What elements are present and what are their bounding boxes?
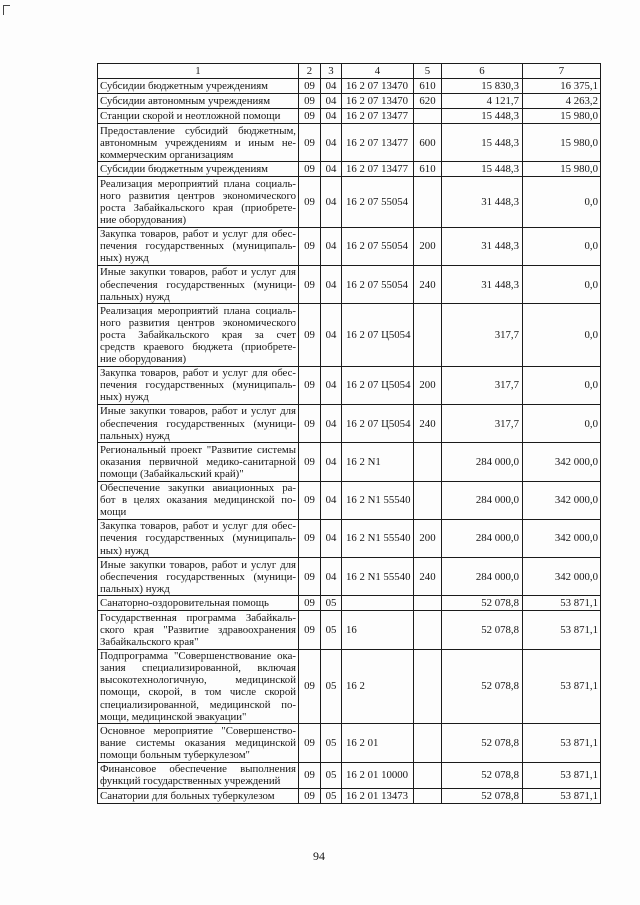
row-name-line: Субсидии автономным учреждениям	[100, 94, 271, 107]
target-article-code-cell: 16 2	[342, 649, 414, 724]
section-code-cell: 09	[299, 79, 321, 94]
row-name-line: печения государственных (муниципаль-	[100, 240, 296, 253]
expense-type-code-cell	[414, 304, 442, 366]
subsection-code-cell: 04	[321, 94, 342, 109]
row-name-line: пальных) нужд	[100, 290, 170, 303]
row-name-cell	[98, 227, 299, 265]
subsection-code-cell: 04	[321, 404, 342, 442]
row-name-line: ного развития центров экономического	[100, 189, 296, 202]
table-row	[98, 724, 601, 762]
table-row	[98, 481, 601, 519]
section-code-cell: 09	[299, 124, 321, 162]
amount-col6-cell: 284 000,0	[442, 443, 523, 481]
amount-col7-cell: 53 871,1	[523, 611, 601, 649]
header-col-4: 4	[342, 64, 414, 79]
row-name-cell	[98, 366, 299, 404]
page-number: 94	[313, 849, 325, 863]
target-article-code-cell: 16 2 07 55054	[342, 265, 414, 303]
amount-col6-cell: 52 078,8	[442, 649, 523, 724]
amount-col7-cell: 0,0	[523, 404, 601, 442]
row-name-line: специализированной, медицинской по-	[100, 698, 296, 711]
table-row	[98, 124, 601, 162]
row-name-cell	[98, 724, 299, 762]
row-name-line: вание системы оказания медицинской	[100, 736, 296, 749]
subsection-code-cell: 05	[321, 596, 342, 611]
table-row	[98, 519, 601, 557]
table-row	[98, 558, 601, 596]
amount-col7-cell: 342 000,0	[523, 519, 601, 557]
row-name-line: Субсидии бюджетным учреждениям	[100, 79, 269, 92]
header-col-1: 1	[98, 64, 299, 79]
subsection-code-cell: 04	[321, 481, 342, 519]
subsection-code-cell: 04	[321, 558, 342, 596]
table-row	[98, 79, 601, 94]
target-article-code-cell: 16 2 07 55054	[342, 227, 414, 265]
row-name-line: Закупка товаров, работ и услуг для обес-	[100, 228, 296, 241]
row-name-line: автономным учреждениям и иным не-	[100, 136, 296, 149]
table-row	[98, 443, 601, 481]
table-row	[98, 304, 601, 366]
row-name-line: роста Забайкальского края (приобрете-	[100, 201, 296, 214]
section-code-cell: 09	[299, 404, 321, 442]
table-row	[98, 788, 601, 803]
scan-corner-mark	[3, 5, 10, 15]
section-code-cell: 09	[299, 762, 321, 788]
row-name-line: Субсидии бюджетным учреждениям	[100, 163, 269, 176]
row-name-line: роста Забайкальского края за счет	[100, 328, 296, 341]
target-article-code-cell: 16 2 N1	[342, 443, 414, 481]
subsection-code-cell: 05	[321, 762, 342, 788]
amount-col7-cell: 0,0	[523, 177, 601, 227]
row-name-line: обеспечения государственных (муници-	[100, 570, 296, 583]
amount-col6-cell: 52 078,8	[442, 596, 523, 611]
row-name-line: ных) нужд	[100, 391, 149, 404]
row-name-line: Санаторно-оздоровительная помощь	[100, 597, 269, 610]
row-name-line: Иные закупки товаров, работ и услуг для	[100, 405, 296, 418]
row-name-line: Забайкальского края"	[100, 636, 199, 649]
expense-type-code-cell	[414, 649, 442, 724]
table-row	[98, 109, 601, 124]
amount-col6-cell: 284 000,0	[442, 481, 523, 519]
amount-col7-cell: 53 871,1	[523, 724, 601, 762]
row-name-line: Обеспечение закупки авиационных ра-	[100, 482, 296, 495]
section-code-cell: 09	[299, 596, 321, 611]
row-name-cell	[98, 788, 299, 803]
row-name-line: Санатории для больных туберкулезом	[100, 789, 275, 802]
target-article-code-cell	[342, 596, 414, 611]
expense-type-code-cell: 610	[414, 79, 442, 94]
subsection-code-cell: 04	[321, 79, 342, 94]
target-article-code-cell: 16 2 01	[342, 724, 414, 762]
subsection-code-cell: 04	[321, 109, 342, 124]
expense-type-code-cell: 200	[414, 519, 442, 557]
row-name-line: Станции скорой и неотложной помощи	[100, 109, 281, 122]
budget-table-body	[98, 79, 601, 804]
target-article-code-cell: 16 2 07 55054	[342, 177, 414, 227]
row-name-line: пальных) нужд	[100, 582, 170, 595]
row-name-line: Подпрограмма "Совершенствование ока-	[100, 650, 296, 663]
row-name-line: помощи больным туберкулезом"	[100, 748, 250, 761]
amount-col7-cell: 15 980,0	[523, 162, 601, 177]
amount-col6-cell: 31 448,3	[442, 177, 523, 227]
amount-col7-cell: 53 871,1	[523, 762, 601, 788]
amount-col6-cell: 317,7	[442, 304, 523, 366]
table-row	[98, 227, 601, 265]
row-name-line: оказания первичной медико-санитарной	[100, 455, 296, 468]
header-col-2: 2	[299, 64, 321, 79]
table-row	[98, 177, 601, 227]
row-name-line: Закупка товаров, работ и услуг для обес-	[100, 367, 296, 380]
amount-col6-cell: 52 078,8	[442, 611, 523, 649]
section-code-cell: 09	[299, 304, 321, 366]
row-name-line: бот в целях оказания медицинской по-	[100, 494, 296, 507]
subsection-code-cell: 05	[321, 649, 342, 724]
target-article-code-cell: 16	[342, 611, 414, 649]
row-name-line: Реализация мероприятий плана социаль-	[100, 304, 296, 317]
section-code-cell: 09	[299, 366, 321, 404]
section-code-cell: 09	[299, 724, 321, 762]
row-name-line: высокотехнологичную, медицинской	[100, 674, 296, 687]
amount-col7-cell: 0,0	[523, 366, 601, 404]
amount-col7-cell: 53 871,1	[523, 649, 601, 724]
row-name-cell	[98, 265, 299, 303]
target-article-code-cell: 16 2 07 13477	[342, 109, 414, 124]
subsection-code-cell: 05	[321, 724, 342, 762]
table-row	[98, 162, 601, 177]
amount-col6-cell: 4 121,7	[442, 94, 523, 109]
amount-col6-cell: 31 448,3	[442, 227, 523, 265]
expense-type-code-cell	[414, 443, 442, 481]
table-row	[98, 649, 601, 724]
header-col-6: 6	[442, 64, 523, 79]
amount-col7-cell: 0,0	[523, 265, 601, 303]
expense-type-code-cell: 600	[414, 124, 442, 162]
row-name-line: Основное мероприятие "Совершенство-	[100, 724, 296, 737]
amount-col7-cell: 53 871,1	[523, 788, 601, 803]
target-article-code-cell: 16 2 N1 55540	[342, 481, 414, 519]
target-article-code-cell: 16 2 N1 55540	[342, 558, 414, 596]
row-name-line: обеспечения государственных (муници-	[100, 278, 296, 291]
row-name-line: Государственная программа Забайкаль-	[100, 611, 296, 624]
expense-type-code-cell	[414, 596, 442, 611]
subsection-code-cell: 04	[321, 265, 342, 303]
row-name-cell	[98, 109, 299, 124]
amount-col6-cell: 284 000,0	[442, 558, 523, 596]
section-code-cell: 09	[299, 611, 321, 649]
row-name-line: Предоставление субсидий бюджетным,	[100, 124, 296, 137]
row-name-line: печения государственных (муниципаль-	[100, 379, 296, 392]
row-name-line: ние оборудования)	[100, 353, 187, 366]
expense-type-code-cell	[414, 177, 442, 227]
section-code-cell: 09	[299, 265, 321, 303]
row-name-cell	[98, 519, 299, 557]
header-col-7: 7	[523, 64, 601, 79]
subsection-code-cell: 04	[321, 304, 342, 366]
amount-col6-cell: 15 448,3	[442, 162, 523, 177]
target-article-code-cell: 16 2 07 Ц5054	[342, 404, 414, 442]
subsection-code-cell: 05	[321, 611, 342, 649]
section-code-cell: 09	[299, 162, 321, 177]
expense-type-code-cell: 240	[414, 404, 442, 442]
amount-col6-cell: 52 078,8	[442, 788, 523, 803]
expense-type-code-cell: 620	[414, 94, 442, 109]
row-name-cell	[98, 177, 299, 227]
amount-col7-cell: 4 263,2	[523, 94, 601, 109]
expense-type-code-cell	[414, 481, 442, 519]
row-name-line: ного развития центров экономического	[100, 316, 296, 329]
subsection-code-cell: 04	[321, 443, 342, 481]
amount-col7-cell: 53 871,1	[523, 596, 601, 611]
amount-col6-cell: 317,7	[442, 366, 523, 404]
subsection-code-cell: 04	[321, 177, 342, 227]
amount-col6-cell: 52 078,8	[442, 762, 523, 788]
section-code-cell: 09	[299, 558, 321, 596]
target-article-code-cell: 16 2 01 10000	[342, 762, 414, 788]
row-name-cell	[98, 124, 299, 162]
table-row	[98, 404, 601, 442]
expense-type-code-cell	[414, 762, 442, 788]
section-code-cell: 09	[299, 94, 321, 109]
row-name-cell	[98, 404, 299, 442]
header-col-5: 5	[414, 64, 442, 79]
expense-type-code-cell	[414, 724, 442, 762]
row-name-line: зания специализированной, включая	[100, 662, 296, 675]
row-name-cell	[98, 649, 299, 724]
table-row	[98, 596, 601, 611]
row-name-cell	[98, 611, 299, 649]
row-name-cell	[98, 304, 299, 366]
subsection-code-cell: 04	[321, 124, 342, 162]
target-article-code-cell: 16 2 07 Ц5054	[342, 304, 414, 366]
row-name-line: ных) нужд	[100, 544, 149, 557]
target-article-code-cell: 16 2 07 Ц5054	[342, 366, 414, 404]
amount-col6-cell: 15 448,3	[442, 109, 523, 124]
table-row	[98, 94, 601, 109]
amount-col6-cell: 284 000,0	[442, 519, 523, 557]
subsection-code-cell: 04	[321, 162, 342, 177]
row-name-cell	[98, 558, 299, 596]
row-name-line: помощи (Забайкальский край)"	[100, 467, 244, 480]
budget-table	[97, 63, 601, 804]
expense-type-code-cell	[414, 109, 442, 124]
subsection-code-cell: 05	[321, 788, 342, 803]
header-row	[98, 64, 601, 79]
amount-col7-cell: 342 000,0	[523, 558, 601, 596]
expense-type-code-cell: 240	[414, 558, 442, 596]
row-name-line: Реализация мероприятий плана социаль-	[100, 177, 296, 190]
row-name-line: обеспечения государственных (муници-	[100, 417, 296, 430]
target-article-code-cell: 16 2 07 13470	[342, 94, 414, 109]
subsection-code-cell: 04	[321, 519, 342, 557]
header-col-3: 3	[321, 64, 342, 79]
target-article-code-cell: 16 2 07 13477	[342, 124, 414, 162]
table-row	[98, 611, 601, 649]
row-name-line: функций государственных учреждений	[100, 775, 281, 788]
row-name-line: Закупка товаров, работ и услуг для обес-	[100, 520, 296, 533]
row-name-cell	[98, 94, 299, 109]
row-name-line: Иные закупки товаров, работ и услуг для	[100, 266, 296, 279]
table-row	[98, 366, 601, 404]
row-name-line: мощи, медицинской эвакуации"	[100, 710, 247, 723]
section-code-cell: 09	[299, 788, 321, 803]
section-code-cell: 09	[299, 109, 321, 124]
row-name-line: средств краевого бюджета (приобрете-	[100, 341, 296, 353]
section-code-cell: 09	[299, 177, 321, 227]
expense-type-code-cell: 610	[414, 162, 442, 177]
amount-col7-cell: 342 000,0	[523, 443, 601, 481]
amount-col6-cell: 52 078,8	[442, 724, 523, 762]
row-name-line: помощи, скорой, в том числе скорой	[100, 686, 296, 699]
target-article-code-cell: 16 2 01 13473	[342, 788, 414, 803]
expense-type-code-cell: 200	[414, 366, 442, 404]
amount-col6-cell: 15 448,3	[442, 124, 523, 162]
subsection-code-cell: 04	[321, 366, 342, 404]
amount-col7-cell: 15 980,0	[523, 109, 601, 124]
section-code-cell: 09	[299, 443, 321, 481]
amount-col7-cell: 342 000,0	[523, 481, 601, 519]
row-name-cell	[98, 481, 299, 519]
amount-col6-cell: 15 830,3	[442, 79, 523, 94]
expense-type-code-cell	[414, 611, 442, 649]
row-name-line: пальных) нужд	[100, 429, 170, 442]
row-name-line: Иные закупки товаров, работ и услуг для	[100, 558, 296, 571]
amount-col7-cell: 16 375,1	[523, 79, 601, 94]
target-article-code-cell: 16 2 07 13470	[342, 79, 414, 94]
section-code-cell: 09	[299, 227, 321, 265]
section-code-cell: 09	[299, 519, 321, 557]
expense-type-code-cell: 240	[414, 265, 442, 303]
row-name-line: ных) нужд	[100, 252, 149, 265]
row-name-line: ского края "Развитие здравоохранения	[100, 623, 296, 636]
row-name-cell	[98, 596, 299, 611]
row-name-cell	[98, 443, 299, 481]
amount-col7-cell: 0,0	[523, 227, 601, 265]
amount-col6-cell: 31 448,3	[442, 265, 523, 303]
table-row	[98, 762, 601, 788]
section-code-cell: 09	[299, 649, 321, 724]
section-code-cell: 09	[299, 481, 321, 519]
row-name-cell	[98, 162, 299, 177]
row-name-cell	[98, 762, 299, 788]
subsection-code-cell: 04	[321, 227, 342, 265]
target-article-code-cell: 16 2 07 13477	[342, 162, 414, 177]
amount-col7-cell: 15 980,0	[523, 124, 601, 162]
row-name-line: ние оборудования)	[100, 214, 187, 227]
row-name-line: мощи	[100, 506, 127, 519]
row-name-cell	[98, 79, 299, 94]
target-article-code-cell: 16 2 N1 55540	[342, 519, 414, 557]
amount-col6-cell: 317,7	[442, 404, 523, 442]
expense-type-code-cell: 200	[414, 227, 442, 265]
amount-col7-cell: 0,0	[523, 304, 601, 366]
table-row	[98, 265, 601, 303]
row-name-line: Финансовое обеспечение выполнения	[100, 763, 296, 775]
row-name-line: коммерческим организациям	[100, 148, 234, 161]
budget-table-head	[98, 64, 601, 79]
row-name-line: Региональный проект "Развитие системы	[100, 443, 296, 456]
expense-type-code-cell	[414, 788, 442, 803]
row-name-line: печения государственных (муниципаль-	[100, 532, 296, 545]
